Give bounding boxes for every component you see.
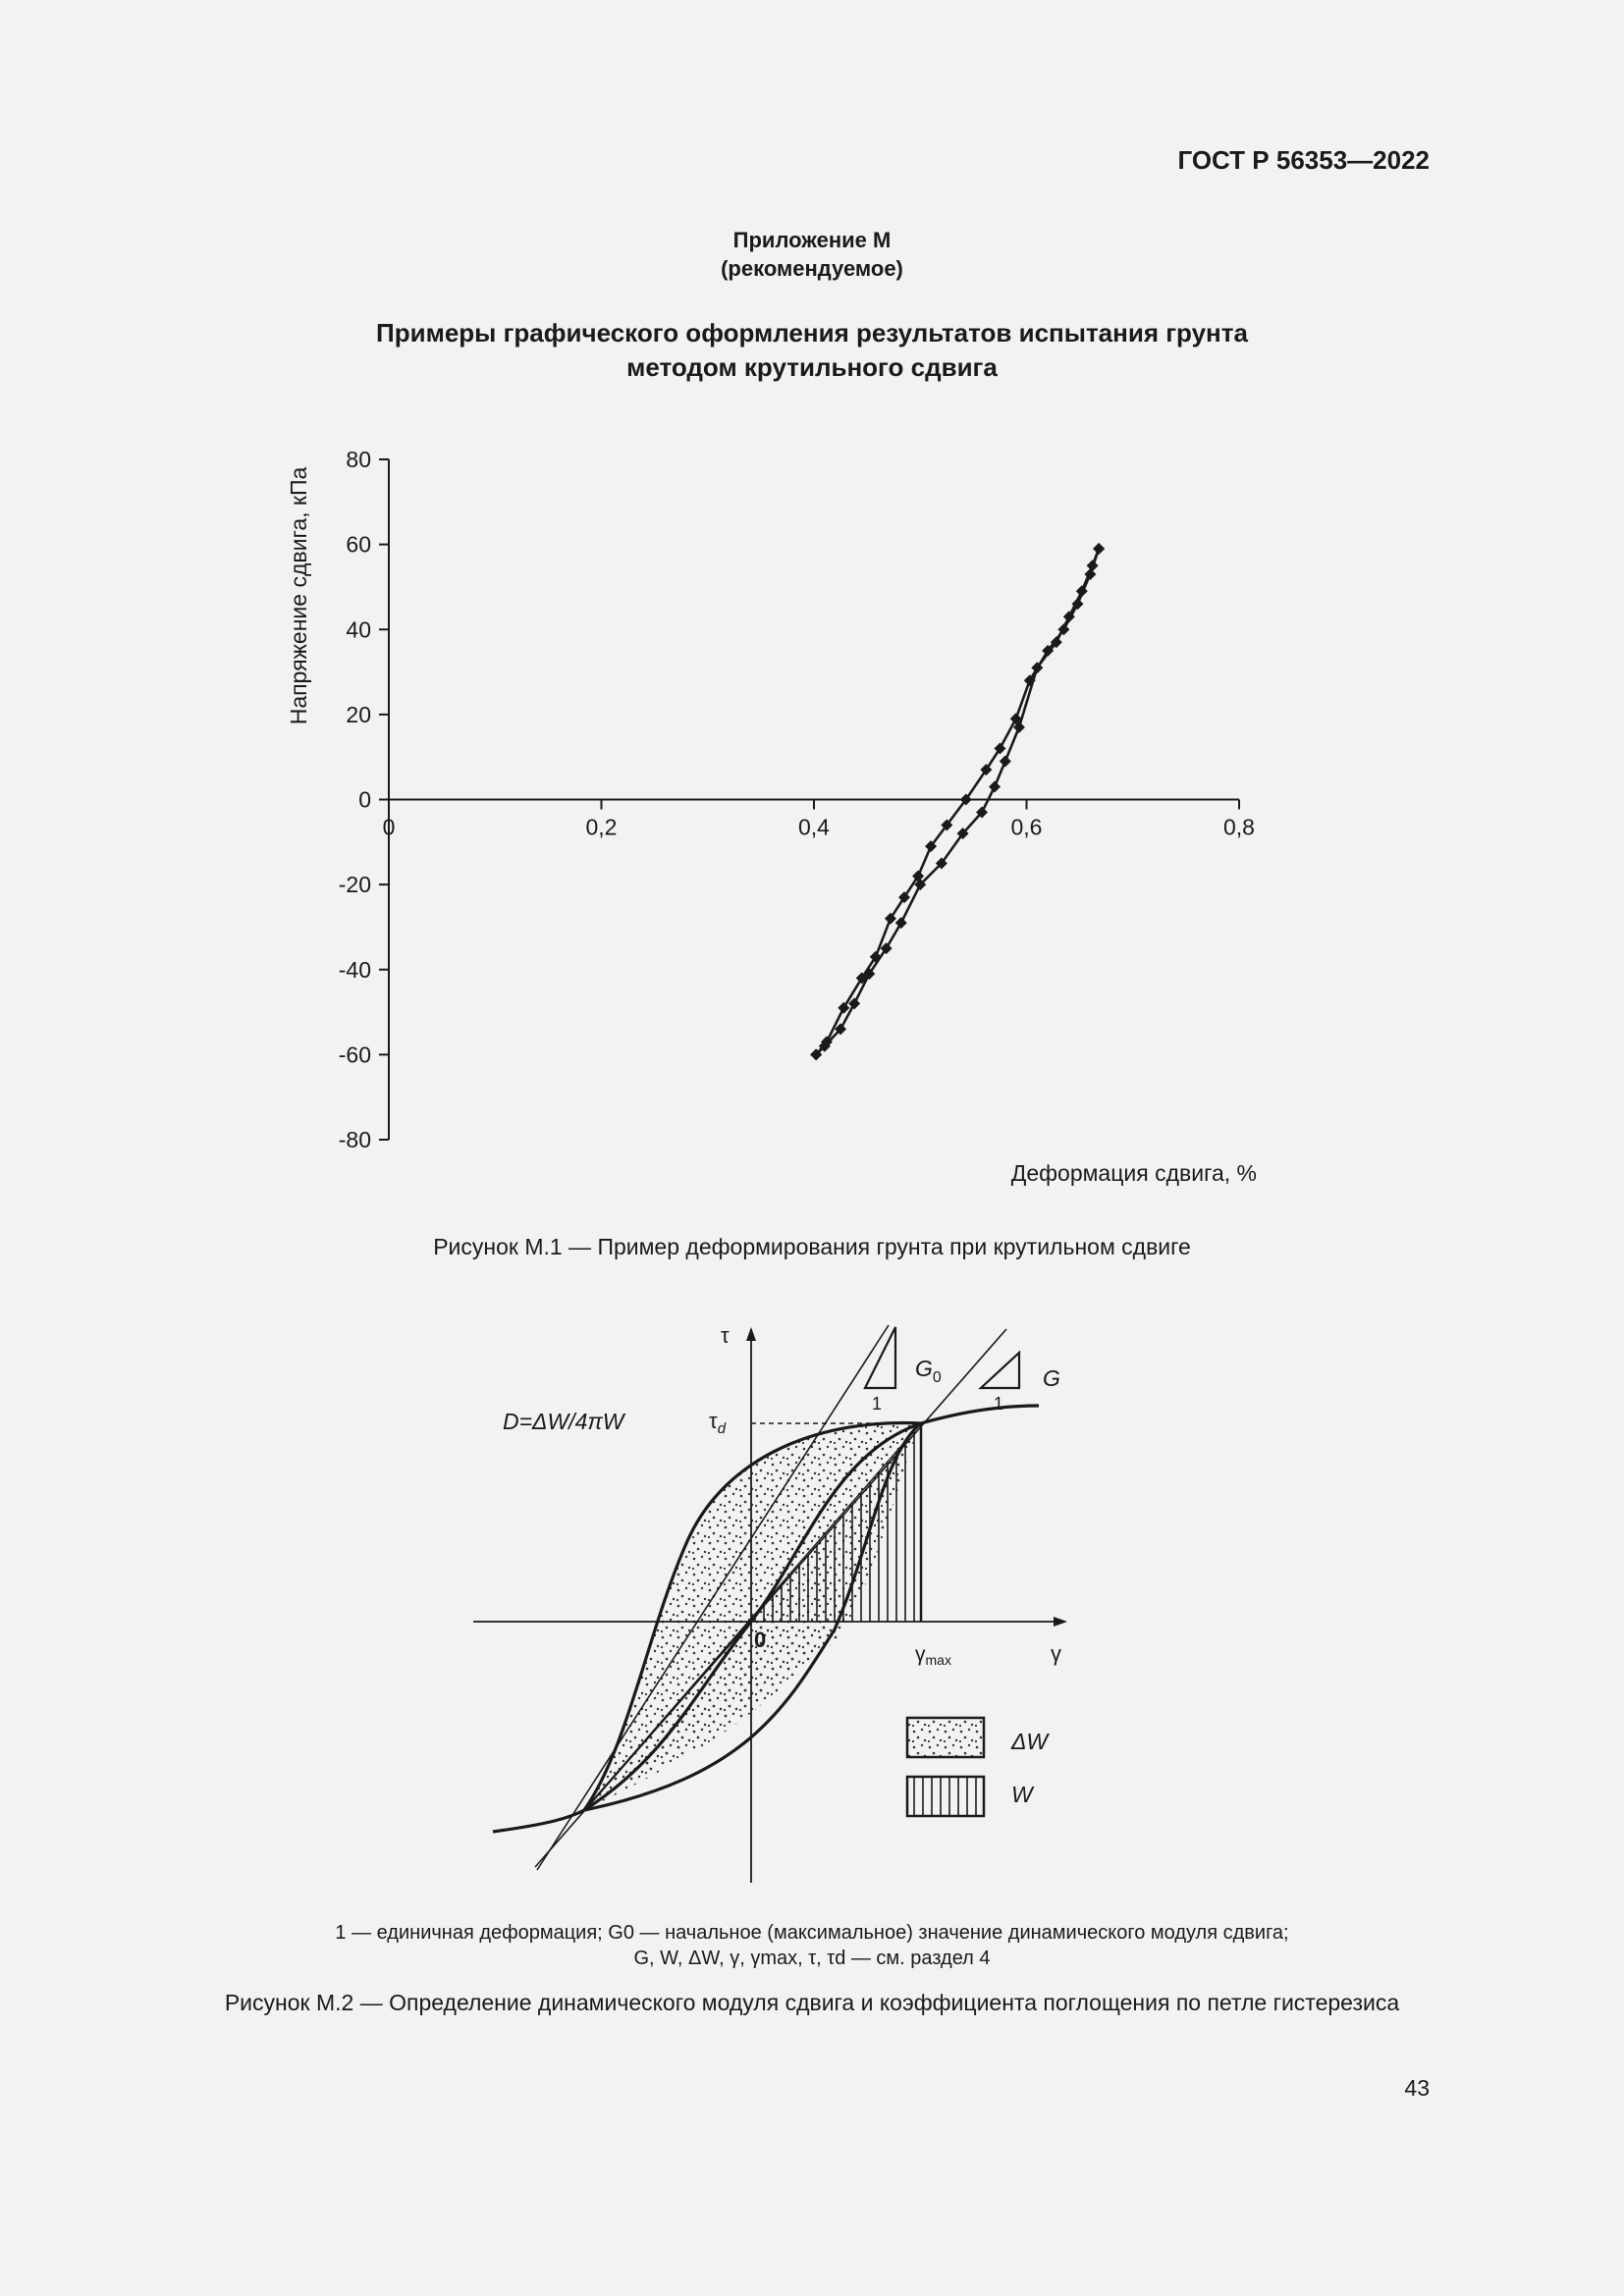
g0-sub: 0	[932, 1369, 942, 1386]
y-tick-label: 40	[346, 616, 371, 643]
gamma-axis-label: γ	[1051, 1641, 1061, 1666]
y-tick-label: -60	[338, 1041, 371, 1068]
y-tick-label: -20	[338, 872, 371, 898]
unit-label-left: 1	[872, 1394, 883, 1414]
appendix-name: Приложение М	[732, 228, 892, 252]
figure-2-note	[0, 1920, 1624, 1971]
g0-base: G	[915, 1356, 933, 1381]
standard-id: ГОСТ Р 56353—2022	[1177, 145, 1430, 175]
tau-d-base: τ	[709, 1409, 718, 1433]
unit-label-right: 1	[994, 1394, 1004, 1414]
legend-w-swatch	[907, 1777, 984, 1816]
x-tick-label: 0,2	[585, 814, 618, 840]
note-line-1: 1 — единичная деформация; G0 — начальное (максимальное) значение динамического модуля сдвига;	[335, 1922, 1289, 1944]
x-axis-label: Деформация сдвига, %	[1010, 1160, 1257, 1186]
note-line-2: G, W, ΔW, γ, γmax, τ, τd — см. раздел 4	[633, 1948, 991, 1969]
y-tick-label: 20	[346, 701, 371, 727]
tau-d-label	[709, 1409, 727, 1437]
title-line-1: Примеры графического оформления результатов испытания грунта	[376, 318, 1248, 347]
gamma-max-sub: max	[925, 1652, 951, 1668]
figure-1-caption: Рисунок М.1 — Пример деформирования грунта при крутильном сдвиге	[433, 1234, 1191, 1259]
y-tick-label: 0	[358, 786, 371, 813]
x-tick-label: 0,8	[1223, 814, 1255, 840]
tau-d-sub: d	[717, 1420, 727, 1437]
y-tick-label: -40	[338, 956, 371, 983]
x-tick-label: 0	[382, 814, 396, 840]
gamma-max-base: γ	[915, 1643, 926, 1666]
legend-delta-w-label: ΔW	[1011, 1729, 1049, 1754]
g0-label	[915, 1356, 942, 1386]
y-tick-label: 60	[346, 531, 371, 558]
origin-label: 0	[754, 1628, 767, 1652]
damping-formula: D=ΔW/4πW	[503, 1409, 624, 1434]
g-slope-triangle	[981, 1353, 1019, 1388]
figure-2-caption: Рисунок М.2 — Определение динамического модуля сдвига и коэффициента поглощения по петле гистерезиса	[224, 1990, 1400, 2015]
y-tick-label: 80	[346, 447, 371, 472]
page-number: 43	[1404, 2075, 1430, 2101]
legend-delta-w-swatch	[907, 1718, 984, 1757]
y-tick-label: -80	[338, 1127, 371, 1152]
x-tick-label: 0,6	[1010, 814, 1043, 840]
g0-slope-triangle	[865, 1327, 895, 1388]
title-line-2: методом крутильного сдвига	[626, 352, 998, 382]
gamma-max-label	[915, 1643, 951, 1668]
appendix-status: (рекомендуемое)	[721, 256, 903, 281]
legend-w-label: W	[1011, 1782, 1033, 1807]
tau-axis-label: τ	[721, 1323, 730, 1348]
x-tick-label: 0,4	[798, 814, 830, 840]
g-label: G	[1043, 1365, 1060, 1391]
y-axis-label: Напряжение сдвига, кПа	[286, 466, 311, 725]
